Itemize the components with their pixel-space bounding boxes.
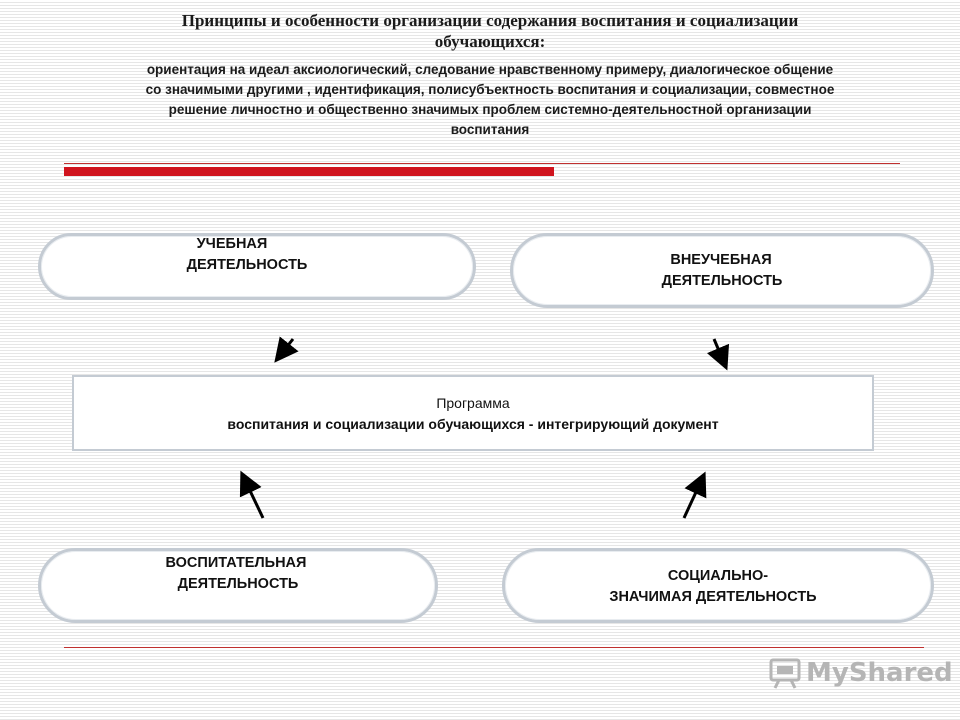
title-line-2: обучающихся: bbox=[434, 32, 546, 51]
principles-line-4: воспитания bbox=[450, 122, 530, 137]
watermark bbox=[768, 656, 953, 690]
principles-line-2: со значимыми другими , идентификация, полисубъектность воспитания и социализации, совместное bbox=[145, 82, 835, 97]
academic-activity-line-1: УЧЕБНАЯ bbox=[196, 236, 268, 252]
principles-line-1: ориентация на идеал аксиологический, следование нравственному примеру, диалогическое общение bbox=[146, 62, 834, 77]
title-line-1: Принципы и особенности организации содержания воспитания и социализации bbox=[181, 11, 799, 30]
arrow-from-upbringing bbox=[243, 476, 263, 518]
social-activity-line-2: ЗНАЧИМАЯ ДЕЯТЕЛЬНОСТЬ bbox=[609, 589, 817, 605]
bottom-divider bbox=[64, 647, 924, 648]
social-activity-line-1: СОЦИАЛЬНО- bbox=[667, 568, 769, 584]
arrow-to-academic bbox=[278, 339, 293, 358]
watermark-text: MyShared bbox=[806, 658, 953, 688]
extracurricular-activity-line-1: ВНЕУЧЕБНАЯ bbox=[670, 252, 772, 268]
presentation-icon bbox=[768, 656, 802, 690]
program-line-2: воспитания и социализации обучающихся - интегрирующий документ bbox=[227, 416, 719, 432]
program-line-1: Программа bbox=[436, 395, 510, 411]
academic-activity-line-2: ДЕЯТЕЛЬНОСТЬ bbox=[186, 257, 308, 273]
upbringing-activity-line-1: ВОСПИТАТЕЛЬНАЯ bbox=[165, 555, 307, 571]
extracurricular-activity-line-2: ДЕЯТЕЛЬНОСТЬ bbox=[661, 273, 783, 289]
principles-line-3: решение личностно и общественно значимых проблем системно-деятельностной организации bbox=[168, 102, 812, 117]
arrow-to-extracurricular bbox=[714, 339, 725, 365]
arrow-from-social bbox=[684, 477, 703, 518]
upbringing-activity-line-2: ДЕЯТЕЛЬНОСТЬ bbox=[177, 576, 299, 592]
